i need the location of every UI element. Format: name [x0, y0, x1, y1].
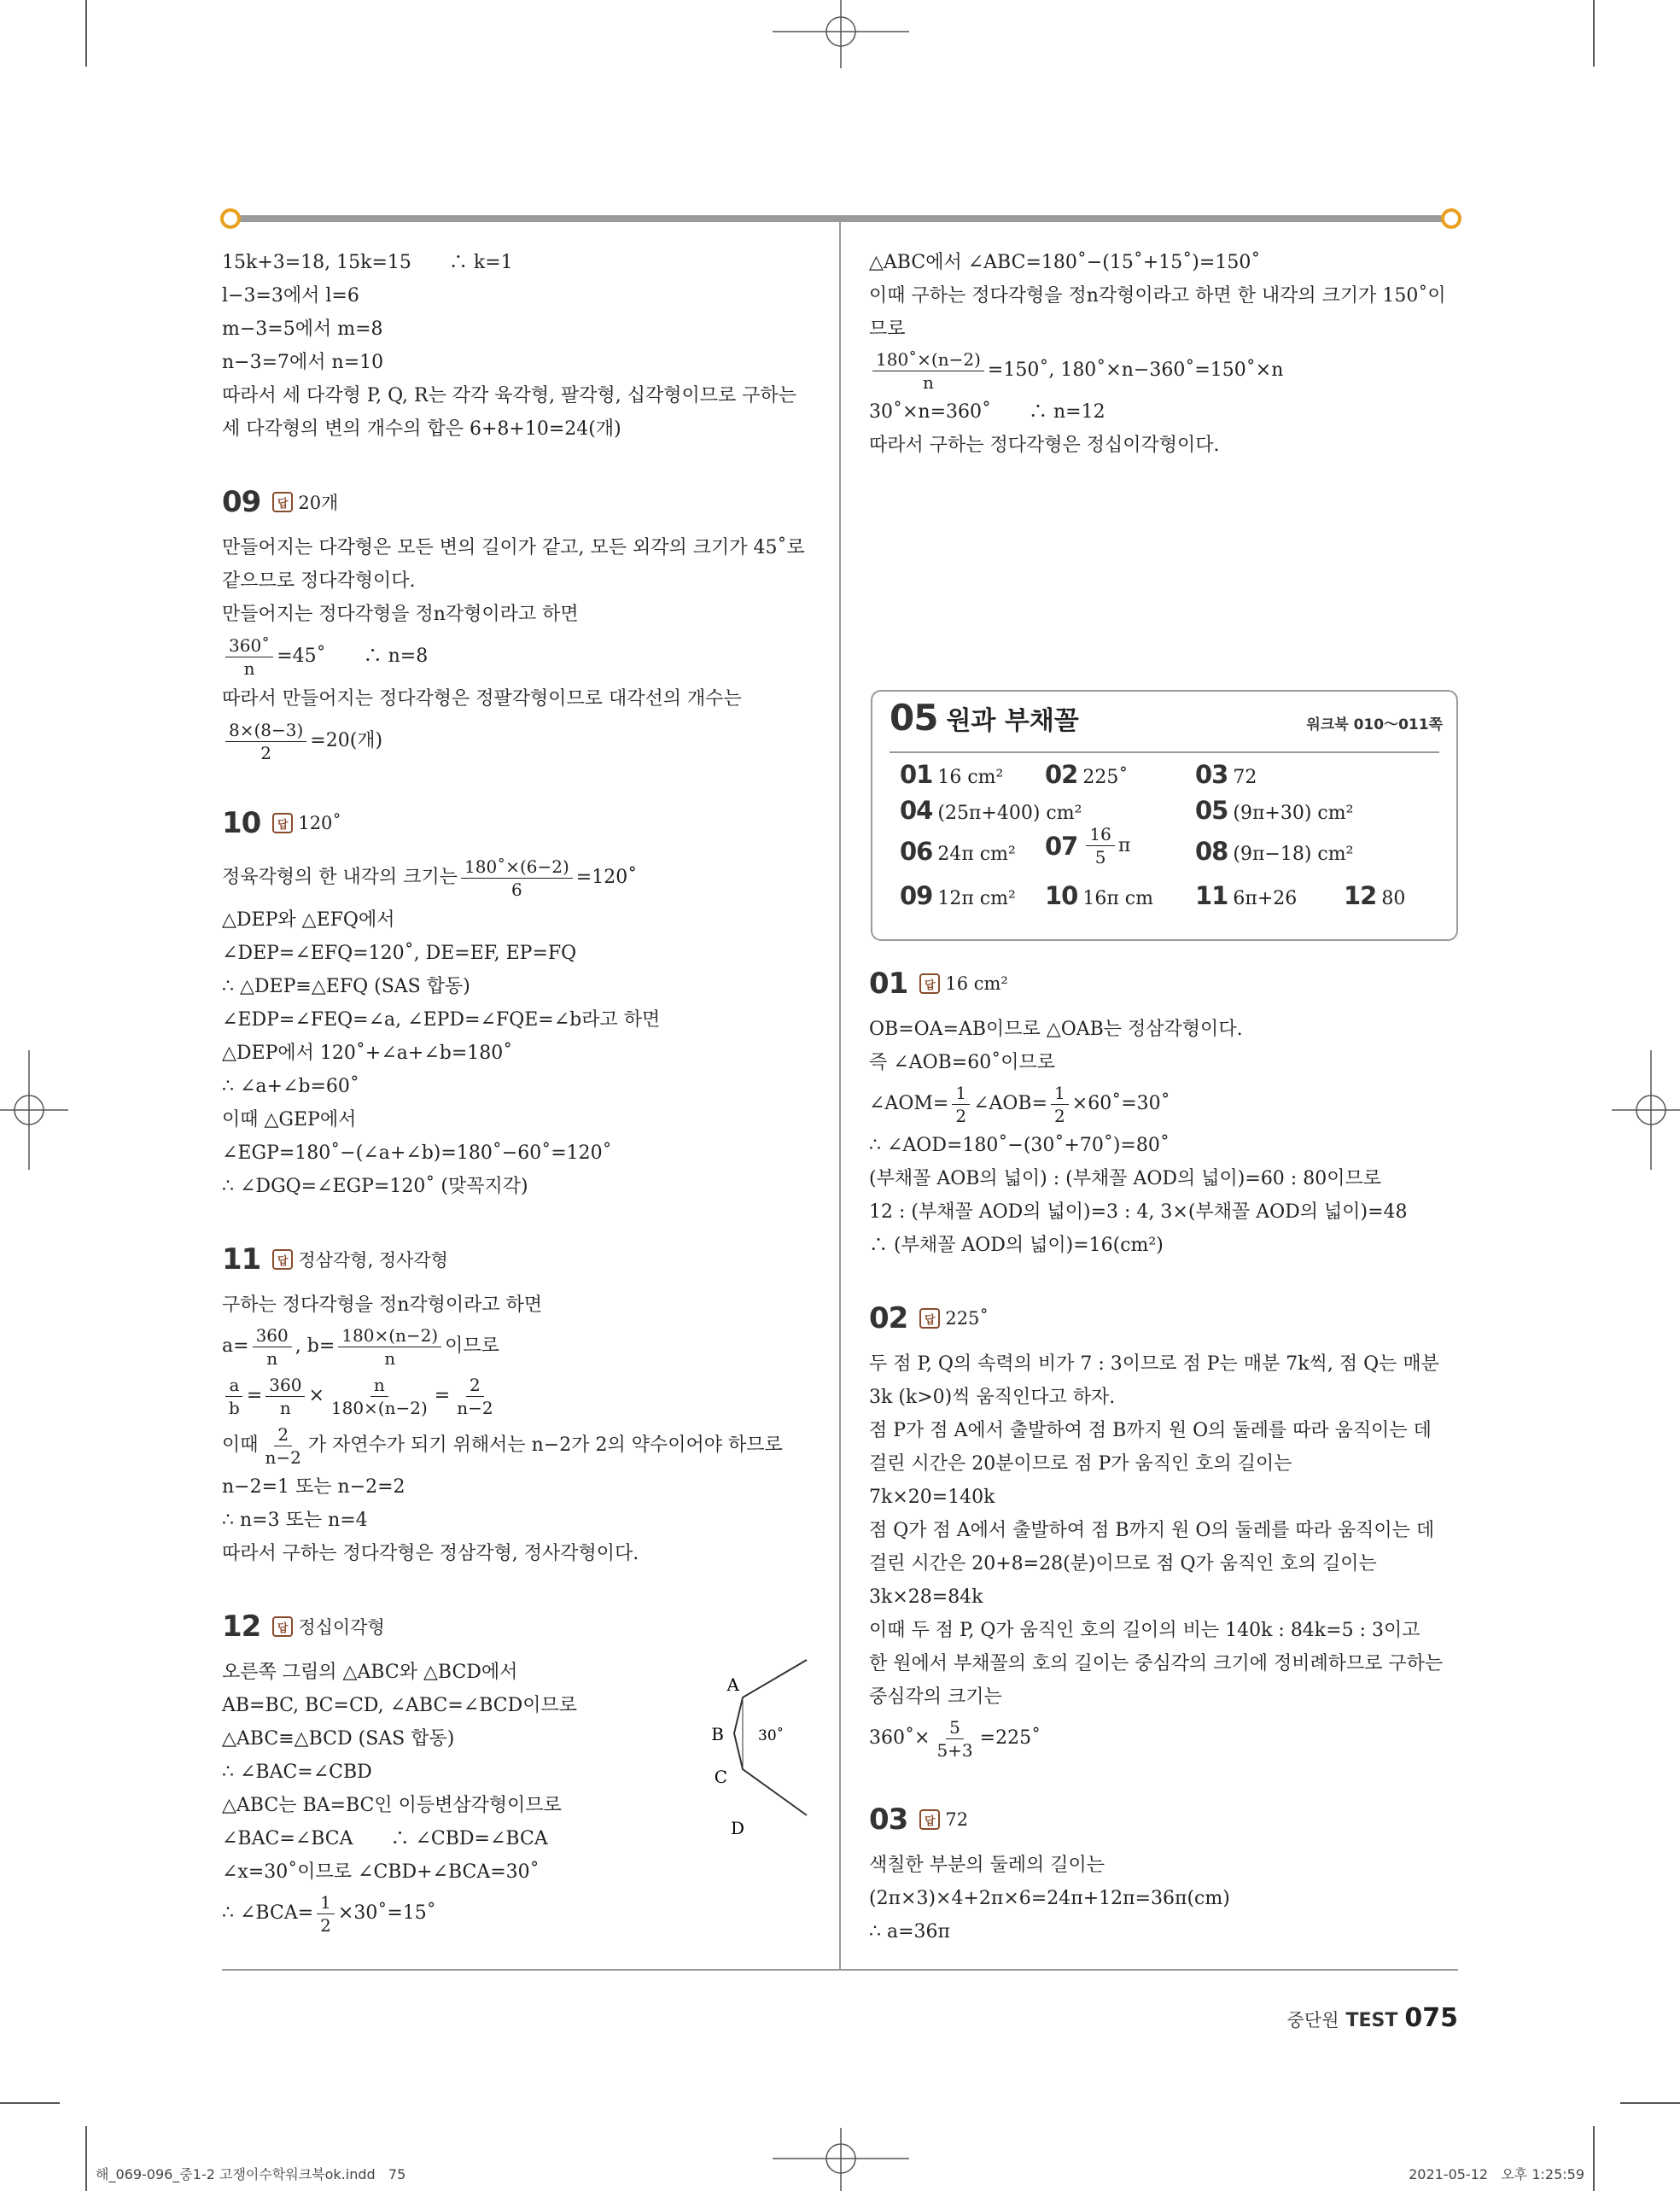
- item-value: (25π+400) cm²: [937, 803, 1082, 824]
- text-line: △DEP에서 120˚+∠a+∠b=180˚: [222, 1043, 513, 1064]
- item-value: 72: [1233, 767, 1257, 788]
- fraction: [461, 856, 573, 901]
- formula-rest: =45˚ ∴ n=8: [277, 646, 429, 667]
- angle-label: 30˚: [758, 1727, 785, 1744]
- answer-item: [1195, 837, 1353, 866]
- text-line: 걸린 시간은 20+8=28(분)이므로 점 Q가 움직인 호의 길이는: [869, 1553, 1377, 1575]
- answer: [919, 1308, 989, 1329]
- header-dot-left: [220, 208, 241, 229]
- text-line: ∠EDP=∠FEQ=∠a, ∠EPD=∠FQE=∠b라고 하면: [222, 1009, 661, 1031]
- point-label-b: B: [711, 1724, 724, 1744]
- formula-rest: =120˚: [575, 867, 638, 888]
- text: =: [246, 1385, 263, 1406]
- text-line: ∴ a=36π: [869, 1921, 950, 1943]
- answer-item: [1045, 881, 1153, 910]
- text: ∴ ∠BCA=: [222, 1902, 314, 1924]
- numerator: n: [370, 1374, 388, 1397]
- text-line: 3k×28=84k: [869, 1586, 983, 1608]
- denominator: 5+3: [936, 1739, 973, 1761]
- text-line: 3k (k>0)씩 움직인다고 하자.: [869, 1387, 1116, 1408]
- denominator: n: [266, 1347, 278, 1369]
- answer-item: [900, 881, 1016, 910]
- numerator: 8×(8−3): [225, 719, 306, 742]
- text: =: [434, 1385, 451, 1406]
- right-column-lower: [869, 927, 1458, 1949]
- numerator: 16: [1086, 823, 1114, 846]
- answer-value: 225˚: [945, 1308, 989, 1329]
- text-line: 두 점 P, Q의 속력의 비가 7 : 3이므로 점 P는 매분 7k씩, 점 Q는 매분: [869, 1353, 1439, 1375]
- fraction: [952, 1082, 970, 1127]
- text-line: OB=OA=AB이므로 △OAB는 정삼각형이다.: [869, 1019, 1243, 1040]
- text-line: 따라서 세 다각형 P, Q, R는 각각 육각형, 팔각형, 십각형이므로 구하는: [222, 385, 797, 406]
- text-line: 므로: [869, 318, 906, 340]
- text-line: 따라서 구하는 정다각형은 정십이각형이다.: [869, 435, 1220, 456]
- right-column-top: [869, 246, 1458, 462]
- denominator: n−2: [265, 1446, 301, 1468]
- text-line: 따라서 구하는 정다각형은 정삼각형, 정사각형이다.: [222, 1543, 639, 1564]
- item-number: 10: [1045, 881, 1078, 910]
- text: , b=: [295, 1335, 335, 1357]
- question-01-header: [869, 967, 1458, 1001]
- numerator: 360˚: [225, 634, 273, 657]
- problem-number: 02: [869, 1301, 908, 1335]
- problem-09-header: [222, 485, 820, 519]
- crop-mark: [1593, 2126, 1595, 2191]
- item-number: 12: [1344, 881, 1377, 910]
- problem-number: 01: [869, 967, 908, 1001]
- problem-number: 12: [222, 1610, 261, 1644]
- text-line: 세 다각형의 변의 개수의 합은 6+8+10=24(개): [222, 418, 621, 440]
- crop-mark: [85, 2126, 87, 2191]
- item-number: 08: [1195, 837, 1228, 866]
- numerator: 2: [466, 1374, 484, 1397]
- answer-item: [1045, 760, 1128, 789]
- text: =225˚: [979, 1727, 1041, 1749]
- answer-item: [1195, 796, 1353, 825]
- text-line: ∴ ∠a+∠b=60˚: [222, 1076, 359, 1097]
- text-line: n−3=7에서 n=10: [222, 352, 384, 373]
- denominator: 5: [1094, 847, 1106, 868]
- text-line: 중심각의 크기는: [869, 1686, 1002, 1708]
- text-line: 걸린 시간은 20분이므로 점 P가 움직인 호의 길이는: [869, 1453, 1292, 1475]
- text: =150˚, 180˚×n−360˚=150˚×n: [987, 359, 1284, 381]
- fraction: [225, 634, 273, 680]
- text-line: 점 Q가 점 A에서 출발하여 점 B까지 원 O의 둘레를 따라 움직이는 데: [869, 1520, 1435, 1541]
- text-line: 이때 구하는 정다각형을 정n각형이라고 하면 한 내각의 크기가 150˚이: [869, 285, 1446, 307]
- answer-item: [1195, 881, 1297, 910]
- registration-mark: [773, 0, 909, 68]
- section-number: 05: [890, 697, 938, 739]
- problem-10-header: [222, 806, 820, 840]
- answer-badge-icon: 답: [919, 1308, 940, 1329]
- point-label-c: C: [714, 1767, 727, 1787]
- numerator: 180×(n−2): [338, 1324, 441, 1347]
- page-number: 075: [1404, 2003, 1458, 2033]
- header-dot-right: [1441, 208, 1461, 229]
- denominator: 2: [955, 1105, 967, 1126]
- denominator: 2: [260, 742, 272, 763]
- item-value: 16π cm: [1082, 888, 1153, 909]
- text-line: ∴ ∠BAC=∠CBD: [222, 1762, 372, 1783]
- text-line: AB=BC, BC=CD, ∠ABC=∠BCD이므로: [222, 1695, 578, 1716]
- item-number: 02: [1045, 760, 1078, 789]
- formula-line: [869, 346, 1458, 395]
- footer-label-test: TEST: [1345, 2010, 1398, 2031]
- text-line: △ABC에서 ∠ABC=180˚−(15˚+15˚)=150˚: [869, 252, 1261, 273]
- item-number: 07: [1045, 831, 1078, 861]
- point-label-d: D: [730, 1818, 744, 1838]
- fraction: [253, 1324, 292, 1370]
- answer-badge-icon: 답: [272, 492, 293, 512]
- answer: [919, 973, 1008, 994]
- denominator: 2: [320, 1914, 331, 1936]
- answer: [272, 1247, 448, 1272]
- bottom-rule: [222, 1969, 1458, 1971]
- item-value: 6π+26: [1233, 888, 1298, 909]
- answer-value: 정삼각형, 정사각형: [298, 1250, 448, 1271]
- item-number: 06: [900, 837, 933, 866]
- section-title: 원과 부채꼴: [946, 705, 1079, 736]
- text: 이때: [222, 1434, 259, 1456]
- fraction: [872, 348, 984, 394]
- formula-line: [222, 1889, 820, 1938]
- question-03-header: [869, 1802, 1458, 1837]
- numerator: 1: [1051, 1082, 1069, 1105]
- text-line: 즉 ∠AOB=60˚이므로: [869, 1052, 1055, 1073]
- text: ∠AOM=: [869, 1093, 949, 1114]
- text: 가 자연수가 되기 위해서는 n−2가 2의 약수이어야 하므로: [307, 1434, 783, 1456]
- text: a=: [222, 1335, 249, 1357]
- registration-mark: [0, 1050, 68, 1170]
- file-slug: 해_069-096_중1-2 고쟁이수학워크북ok.indd 75: [96, 2166, 406, 2182]
- text-line: l−3=3에서 l=6: [222, 285, 359, 307]
- numerator: 360: [253, 1324, 292, 1347]
- item-number: 03: [1195, 760, 1228, 789]
- denominator: 180×(n−2): [330, 1397, 428, 1418]
- registration-mark: [1612, 1050, 1680, 1170]
- crop-mark: [0, 2102, 60, 2104]
- answer-value: 72: [945, 1809, 969, 1830]
- text-line: 이때 △GEP에서: [222, 1109, 357, 1131]
- denominator: 2: [1054, 1105, 1065, 1126]
- text-line: △ABC는 BA=BC인 이등변삼각형이므로: [222, 1795, 562, 1816]
- fraction: [225, 1374, 243, 1419]
- numerator: 1: [952, 1082, 970, 1105]
- problem-12-header: [222, 1610, 820, 1644]
- item-value: (9π+30) cm²: [1233, 803, 1354, 824]
- header-rule: [230, 215, 1450, 222]
- answer-item: [900, 837, 1016, 866]
- text-line: ∠EGP=180˚−(∠a+∠b)=180˚−60˚=120˚: [222, 1142, 612, 1164]
- text: ×60˚=30˚: [1071, 1093, 1170, 1114]
- item-value: 225˚: [1082, 767, 1129, 788]
- footer-label: 중단원: [1286, 2010, 1339, 2030]
- fraction: [225, 719, 306, 764]
- text-line: 색칠한 부분의 둘레의 길이는: [869, 1855, 1105, 1876]
- text-line: 7k×20=140k: [869, 1487, 995, 1508]
- answer: [272, 489, 338, 515]
- text-line: ∴ ∠DGQ=∠EGP=120˚ (맞꼭지각): [222, 1176, 528, 1197]
- item-number: 01: [900, 760, 933, 789]
- text-line: 따라서 만들어지는 정다각형은 정팔각형이므로 대각선의 개수는: [222, 688, 742, 710]
- answer-item: [1195, 760, 1257, 789]
- text-line: 한 원에서 부채꼴의 호의 길이는 중심각의 크기에 정비례하므로 구하는: [869, 1653, 1444, 1674]
- text-line: 구하는 정다각형을 정n각형이라고 하면: [222, 1294, 543, 1316]
- problem-number: 11: [222, 1242, 261, 1277]
- text-line: ∴ △DEP≡△EFQ (SAS 합동): [222, 976, 470, 997]
- problem-number: 09: [222, 485, 261, 519]
- text-line: 15k+3=18, 15k=15 ∴ k=1: [222, 252, 513, 273]
- numerator: 1: [317, 1891, 335, 1914]
- answer-value: 정십이각형: [298, 1617, 385, 1638]
- answer: [272, 1614, 384, 1639]
- answer-value: 120˚: [298, 813, 341, 833]
- answer: [272, 813, 341, 833]
- formula-line: [222, 716, 820, 767]
- text-line: m−3=5에서 m=8: [222, 318, 383, 340]
- text: ×: [308, 1385, 324, 1406]
- text: 정육각형의 한 내각의 크기는: [222, 867, 458, 888]
- item-value: 16 cm²: [937, 767, 1004, 788]
- item-value: 24π cm²: [937, 844, 1016, 865]
- text-line: 오른쪽 그림의 △ABC와 △BCD에서: [222, 1662, 518, 1683]
- text-line: 12 : (부채꼴 AOD의 넓이)=3 : 4, 3×(부채꼴 AOD의 넓이)=48: [869, 1201, 1408, 1223]
- numerator: 2: [274, 1423, 292, 1446]
- item-value: π: [1117, 835, 1131, 856]
- box-divider: [890, 751, 1439, 753]
- formula-line: [222, 852, 820, 903]
- denominator: n: [279, 1397, 291, 1418]
- denominator: n: [923, 371, 934, 393]
- answer: [919, 1809, 968, 1830]
- text-line: ∴ n=3 또는 n=4: [222, 1510, 368, 1531]
- text-line: 같으므로 정다각형이다.: [222, 570, 416, 592]
- text: ×30˚=15˚: [337, 1902, 436, 1924]
- item-value: 80: [1381, 888, 1406, 909]
- answer-badge-icon: 답: [272, 1616, 293, 1637]
- text-line: △DEP와 △EFQ에서: [222, 909, 395, 931]
- text: 이므로: [445, 1335, 499, 1357]
- fraction: [1086, 823, 1114, 868]
- fraction: [338, 1324, 441, 1370]
- fraction: [328, 1374, 431, 1419]
- numerator: 5: [946, 1716, 964, 1739]
- box-title: [890, 697, 1079, 739]
- fraction: [453, 1374, 496, 1419]
- text-line: 만들어지는 다각형은 모든 변의 길이가 같고, 모든 외각의 크기가 45˚로: [222, 537, 805, 558]
- text-line: ∠BAC=∠BCA ∴ ∠CBD=∠BCA: [222, 1828, 548, 1849]
- formula-line: [869, 1714, 1458, 1763]
- answer-item: [900, 760, 1003, 789]
- denominator: n: [384, 1347, 396, 1369]
- denominator: b: [229, 1397, 240, 1418]
- denominator: n: [243, 657, 255, 679]
- text-line: 이때 두 점 P, Q가 움직인 호의 길이의 비는 140k : 84k=5 : 3이고: [869, 1620, 1420, 1641]
- crop-mark: [1593, 0, 1595, 67]
- crop-mark: [85, 0, 87, 67]
- item-number: 09: [900, 881, 933, 910]
- text-line: 만들어지는 정다각형을 정n각형이라고 하면: [222, 604, 579, 625]
- text-line: ∴ ∠AOD=180˚−(30˚+70˚)=80˚: [869, 1135, 1170, 1156]
- answer-value: 16 cm²: [945, 973, 1008, 994]
- text: ∠AOB=: [973, 1093, 1048, 1114]
- text-line: (2π×3)×4+2π×6=24π+12π=36π(cm): [869, 1888, 1230, 1909]
- problem-number: 03: [869, 1802, 908, 1837]
- numerator: a: [225, 1374, 242, 1397]
- polygon-figure: [700, 1648, 828, 1878]
- answer-item: [900, 796, 1082, 825]
- text-line: ∴ (부채꼴 AOD의 넓이)=16(cm²): [869, 1235, 1164, 1256]
- answer-item: [1045, 823, 1130, 868]
- answer-badge-icon: 답: [919, 973, 940, 994]
- point-label-a: A: [726, 1674, 739, 1695]
- text-line: ∠DEP=∠EFQ=120˚, DE=EF, EP=FQ: [222, 943, 577, 964]
- text: 360˚×: [869, 1727, 930, 1749]
- crop-mark: [1620, 2102, 1680, 2104]
- text-line: △ABC≡△BCD (SAS 합동): [222, 1728, 455, 1750]
- fraction: [265, 1374, 305, 1419]
- formula-line: [222, 631, 820, 682]
- fraction: [933, 1716, 976, 1762]
- numerator: 180˚×(n−2): [872, 348, 984, 371]
- formula-line: [222, 1421, 820, 1470]
- print-date: 2021-05-12 오후 1:25:59: [1409, 2166, 1584, 2182]
- numerator: 360: [265, 1374, 305, 1397]
- item-value: (9π−18) cm²: [1233, 844, 1354, 865]
- problem-number: 10: [222, 806, 261, 840]
- fraction: [1051, 1082, 1069, 1127]
- question-02-header: [869, 1301, 1458, 1335]
- formula-rest: =20(개): [310, 730, 383, 751]
- formula-line: [222, 1322, 820, 1371]
- text-line: n−2=1 또는 n−2=2: [222, 1476, 405, 1498]
- text-line: (부채꼴 AOB의 넓이) : (부채꼴 AOD의 넓이)=60 : 80이므로: [869, 1168, 1381, 1189]
- answer-badge-icon: 답: [272, 813, 293, 833]
- denominator: n−2: [457, 1397, 493, 1418]
- formula-line: [869, 1079, 1458, 1129]
- answer-badge-icon: 답: [272, 1249, 293, 1270]
- numerator: 180˚×(6−2): [461, 856, 573, 879]
- item-number: 11: [1195, 881, 1228, 910]
- answer-badge-icon: 답: [919, 1809, 940, 1830]
- denominator: 6: [511, 879, 522, 900]
- page-footer: [1287, 2003, 1458, 2033]
- workbook-ref: 워크북 010～011쪽: [1306, 716, 1443, 733]
- item-number: 05: [1195, 796, 1228, 825]
- text-line: 점 P가 점 A에서 출발하여 점 B까지 원 O의 둘레를 따라 움직이는 데: [869, 1420, 1432, 1441]
- text-line: ∠x=30˚이므로 ∠CBD+∠BCA=30˚: [222, 1861, 540, 1883]
- problem-11-header: [222, 1242, 820, 1277]
- item-value: 12π cm²: [937, 888, 1016, 909]
- registration-mark: [773, 2128, 909, 2191]
- column-divider: [839, 222, 841, 1970]
- fraction: [317, 1891, 335, 1937]
- item-number: 04: [900, 796, 933, 825]
- answer-value: 20개: [298, 493, 339, 513]
- text-line: 30˚×n=360˚ ∴ n=12: [869, 401, 1105, 423]
- fraction: [262, 1423, 305, 1469]
- formula-line: [222, 1371, 820, 1421]
- answer-item: [1344, 881, 1405, 910]
- section-05-answer-box: [871, 690, 1458, 941]
